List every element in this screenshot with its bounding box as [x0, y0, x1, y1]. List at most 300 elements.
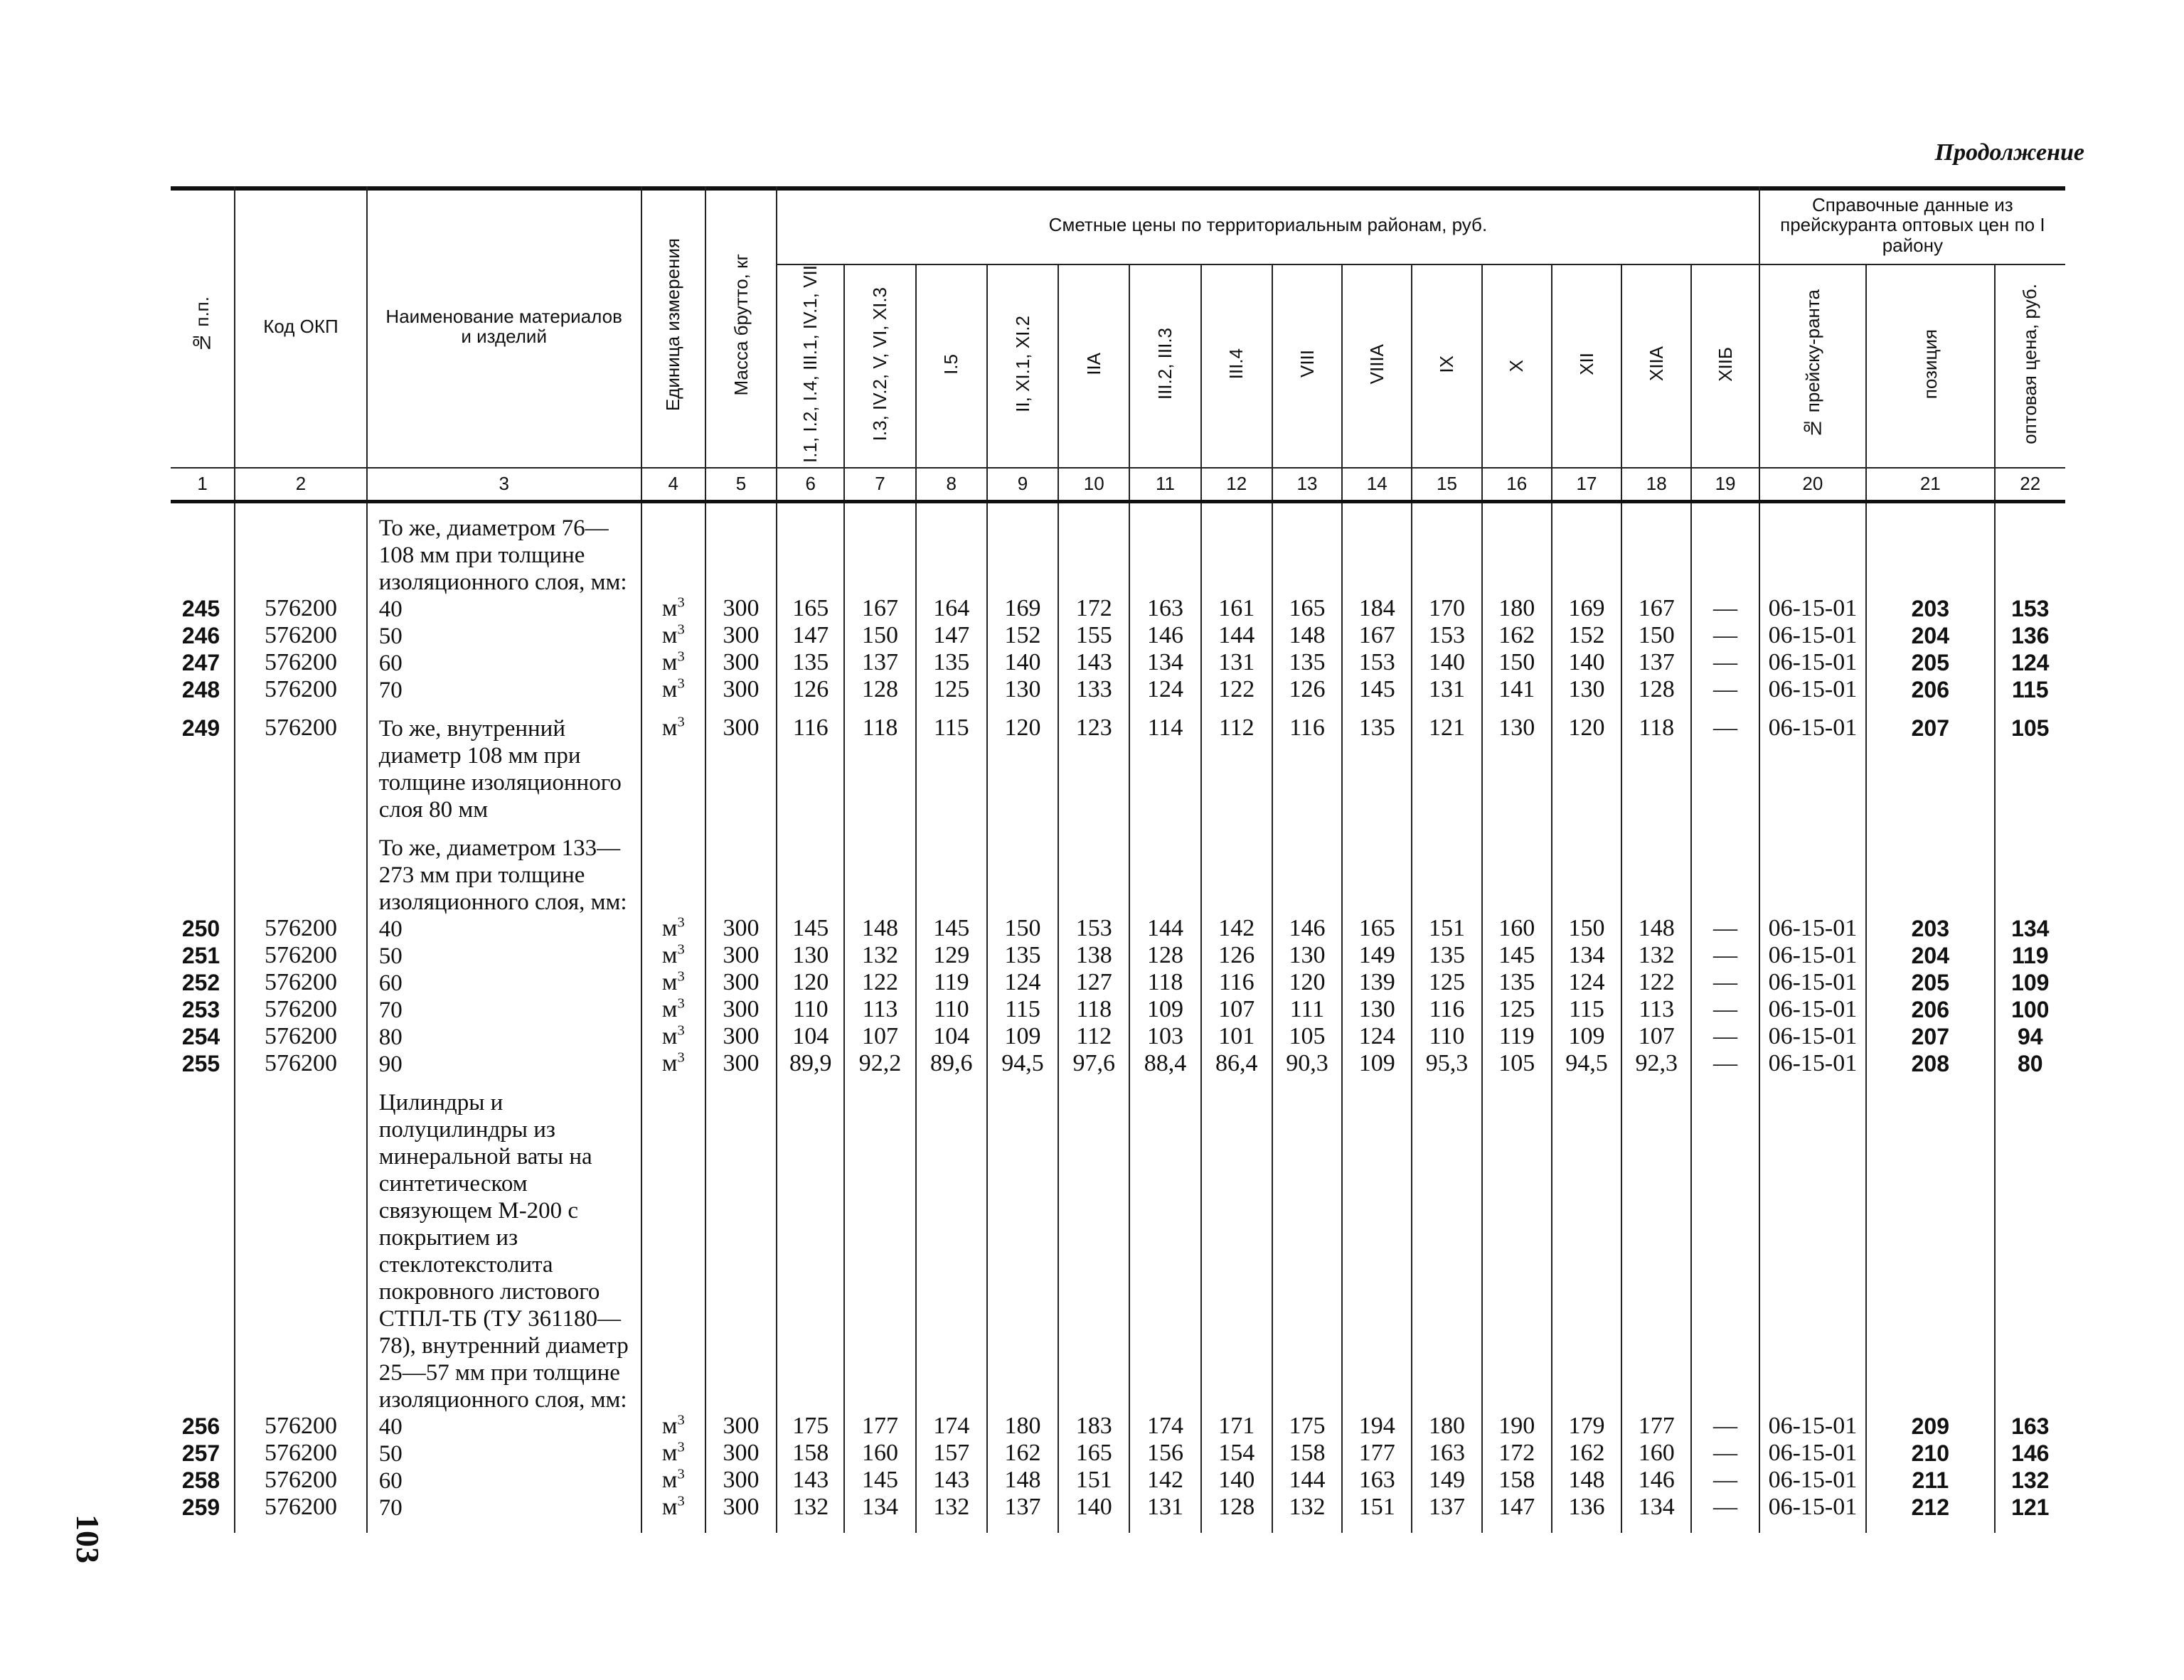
wholesale-price: 94 — [2017, 1023, 2043, 1049]
group-description-row — [171, 515, 2065, 596]
region-price: 133 — [1058, 677, 1129, 704]
item-name: 50 — [367, 943, 641, 970]
region-price: 120 — [1552, 715, 1621, 823]
wholesale-price: 163 — [2011, 1413, 2050, 1439]
empty-cell — [1866, 823, 1994, 835]
region-price: 165 — [1058, 1440, 1129, 1467]
region-price: 132 — [777, 1494, 844, 1521]
empty-cell — [1621, 704, 1691, 715]
region-price: 131 — [1129, 1494, 1200, 1521]
region-price: 131 — [1412, 677, 1481, 704]
gross-mass: 300 — [705, 1467, 777, 1494]
header-region: I.5 — [916, 264, 987, 468]
empty-cell — [1621, 1521, 1691, 1533]
column-number: 15 — [1412, 468, 1481, 502]
region-price: 148 — [987, 1467, 1058, 1494]
region-price: 141 — [1482, 677, 1552, 704]
region-price: 154 — [1201, 1440, 1272, 1467]
empty-cell — [235, 1078, 366, 1089]
empty-cell — [916, 704, 987, 715]
region-price: 151 — [1412, 916, 1481, 943]
column-number: 3 — [367, 468, 641, 502]
empty-cell — [1201, 823, 1272, 835]
region-price: — — [1691, 943, 1759, 970]
table-row — [171, 1440, 2065, 1467]
region-price: 143 — [777, 1467, 844, 1494]
price-list-number: 06-15-01 — [1759, 715, 1866, 823]
empty-cell — [1995, 1089, 2065, 1413]
empty-cell — [844, 835, 915, 916]
region-price: 137 — [1621, 650, 1691, 677]
region-price: 184 — [1342, 596, 1412, 623]
region-price: 140 — [987, 650, 1058, 677]
empty-cell — [641, 823, 705, 835]
price-list-number: 06-15-01 — [1759, 596, 1866, 623]
region-price: — — [1691, 970, 1759, 997]
empty-cell — [1129, 835, 1200, 916]
region-price: 165 — [777, 596, 844, 623]
region-price: — — [1691, 677, 1759, 704]
region-price: 105 — [1482, 1051, 1552, 1078]
region-price: 104 — [916, 1024, 987, 1051]
empty-cell — [171, 704, 235, 715]
column-number: 14 — [1342, 468, 1412, 502]
okp-code: 576200 — [235, 1024, 366, 1051]
unit-of-measure — [641, 596, 705, 623]
empty-cell — [1412, 835, 1481, 916]
empty-cell — [1272, 823, 1342, 835]
gross-mass: 300 — [705, 715, 777, 823]
empty-cell — [844, 1078, 915, 1089]
header-row-number: № п.п. — [171, 186, 235, 468]
row-number: 258 — [171, 1467, 235, 1494]
region-price: 137 — [1412, 1494, 1481, 1521]
region-price: 129 — [916, 943, 987, 970]
region-price: 116 — [1272, 715, 1342, 823]
row-number: 245 — [171, 596, 235, 623]
table-row — [171, 1413, 2065, 1440]
empty-cell — [641, 1078, 705, 1089]
group-description: То же, диаметром 76—108 мм при толщине изоляционного слоя, мм: — [367, 515, 641, 596]
region-price: 125 — [916, 677, 987, 704]
region-price: 148 — [844, 916, 915, 943]
region-price: 143 — [1058, 650, 1129, 677]
empty-cell — [171, 823, 235, 835]
gross-mass: 300 — [705, 596, 777, 623]
unit-exponent: 3 — [677, 1049, 685, 1066]
empty-cell — [1201, 704, 1272, 715]
region-price: 123 — [1058, 715, 1129, 823]
okp-code: 576200 — [235, 997, 366, 1024]
empty-cell — [1552, 1078, 1621, 1089]
region-price: — — [1691, 997, 1759, 1024]
empty-cell — [1201, 501, 1272, 515]
row-number: 257 — [171, 1440, 235, 1467]
header-region: IIА — [1058, 264, 1129, 468]
region-price: 169 — [1552, 596, 1621, 623]
table-body — [171, 501, 2065, 1533]
region-price: 137 — [987, 1494, 1058, 1521]
empty-cell — [641, 1521, 705, 1533]
region-price: 124 — [1129, 677, 1200, 704]
price-list-number: 06-15-01 — [1759, 1440, 1866, 1467]
region-price: 130 — [1342, 997, 1412, 1024]
wholesale-price: 146 — [2011, 1440, 2050, 1466]
empty-cell — [1342, 1089, 1412, 1413]
empty-cell — [1552, 823, 1621, 835]
region-price: 177 — [1621, 1413, 1691, 1440]
header-region: IX — [1412, 264, 1481, 468]
region-price: 139 — [1342, 970, 1412, 997]
unit-of-measure — [641, 1024, 705, 1051]
empty-cell — [777, 823, 844, 835]
region-price: 111 — [1272, 997, 1342, 1024]
position: 210 — [1866, 1440, 1994, 1467]
region-price: 145 — [1482, 943, 1552, 970]
empty-cell — [705, 515, 777, 596]
empty-cell — [1201, 1078, 1272, 1089]
column-number: 12 — [1201, 468, 1272, 502]
unit-of-measure — [641, 1467, 705, 1494]
gross-mass: 300 — [705, 623, 777, 650]
position: 206 — [1866, 997, 1994, 1024]
gross-mass: 300 — [705, 1413, 777, 1440]
item-name: 70 — [367, 677, 641, 704]
region-price: 132 — [1621, 943, 1691, 970]
empty-cell — [987, 1078, 1058, 1089]
empty-cell — [171, 501, 235, 515]
row-number: 252 — [171, 970, 235, 997]
region-price: 169 — [987, 596, 1058, 623]
table-row — [171, 943, 2065, 970]
region-price: 115 — [987, 997, 1058, 1024]
item-name: То же, внутренний диаметр 108 мм при толщине изоляционного слоя 80 мм — [367, 715, 641, 823]
unit-exponent: 3 — [677, 675, 685, 692]
region-price: 134 — [1129, 650, 1200, 677]
empty-cell — [1129, 704, 1200, 715]
region-price: 151 — [1342, 1494, 1412, 1521]
item-name: 40 — [367, 916, 641, 943]
unit-label: м — [661, 675, 678, 702]
price-list-number: 06-15-01 — [1759, 916, 1866, 943]
region-price: 175 — [1272, 1413, 1342, 1440]
region-price: 135 — [1482, 970, 1552, 997]
region-price: 130 — [987, 677, 1058, 704]
region-price: 134 — [844, 1494, 915, 1521]
empty-cell — [1621, 1078, 1691, 1089]
region-price: 167 — [1621, 596, 1691, 623]
region-price: 144 — [1129, 916, 1200, 943]
empty-cell — [1691, 835, 1759, 916]
empty-cell — [1412, 823, 1481, 835]
empty-cell — [987, 704, 1058, 715]
empty-cell — [1412, 704, 1481, 715]
group-description-row — [171, 1089, 2065, 1413]
price-list-number: 06-15-01 — [1759, 1051, 1866, 1078]
region-price: 118 — [1129, 970, 1200, 997]
empty-cell — [916, 835, 987, 916]
region-price: 119 — [1482, 1024, 1552, 1051]
empty-cell — [235, 835, 366, 916]
price-list-number: 06-15-01 — [1759, 943, 1866, 970]
region-price: 180 — [987, 1413, 1058, 1440]
position: 206 — [1866, 677, 1994, 704]
region-price: 135 — [1412, 943, 1481, 970]
wholesale-price: 100 — [2011, 996, 2050, 1022]
empty-cell — [1129, 515, 1200, 596]
region-price: — — [1691, 1494, 1759, 1521]
region-price: — — [1691, 1024, 1759, 1051]
empty-cell — [1621, 501, 1691, 515]
region-price: 180 — [1482, 596, 1552, 623]
region-price: 116 — [1201, 970, 1272, 997]
region-price: 122 — [1621, 970, 1691, 997]
region-price: 125 — [1482, 997, 1552, 1024]
price-list-number: 06-15-01 — [1759, 1467, 1866, 1494]
okp-code: 576200 — [235, 943, 366, 970]
header-region: VIIIА — [1342, 264, 1412, 468]
header-region: XIIА — [1621, 264, 1691, 468]
region-price: 144 — [1272, 1467, 1342, 1494]
empty-cell — [1552, 1089, 1621, 1413]
empty-cell — [777, 1078, 844, 1089]
price-table — [171, 186, 2065, 1533]
gross-mass: 300 — [705, 943, 777, 970]
empty-cell — [916, 1089, 987, 1413]
region-price: 146 — [1129, 623, 1200, 650]
empty-cell — [235, 1521, 366, 1533]
region-price: 177 — [1342, 1440, 1412, 1467]
row-number: 254 — [171, 1024, 235, 1051]
empty-cell — [1272, 515, 1342, 596]
region-price: 150 — [1482, 650, 1552, 677]
column-number: 1 — [171, 468, 235, 502]
empty-cell — [1058, 1089, 1129, 1413]
empty-cell — [987, 515, 1058, 596]
position: 207 — [1866, 1024, 1994, 1051]
region-price: 120 — [1272, 970, 1342, 997]
empty-cell — [705, 1521, 777, 1533]
unit-of-measure — [641, 1440, 705, 1467]
column-number: 6 — [777, 468, 844, 502]
empty-cell — [1621, 823, 1691, 835]
empty-cell — [1342, 823, 1412, 835]
region-price: 145 — [916, 916, 987, 943]
region-price: 134 — [1621, 1494, 1691, 1521]
region-price: 150 — [987, 916, 1058, 943]
region-price: 160 — [1621, 1440, 1691, 1467]
region-price: 112 — [1201, 715, 1272, 823]
empty-cell — [1995, 501, 2065, 515]
empty-cell — [1552, 1521, 1621, 1533]
header-item-name: Наименование материалов и изделий — [367, 186, 641, 468]
item-name: 60 — [367, 1467, 641, 1494]
region-price: 155 — [1058, 623, 1129, 650]
region-price: — — [1691, 623, 1759, 650]
region-price: 114 — [1129, 715, 1200, 823]
okp-code: 576200 — [235, 596, 366, 623]
empty-cell — [1866, 704, 1994, 715]
wholesale-price: 109 — [2011, 969, 2050, 995]
row-number: 251 — [171, 943, 235, 970]
region-price: 160 — [1482, 916, 1552, 943]
column-number: 16 — [1482, 468, 1552, 502]
region-price: 177 — [844, 1413, 915, 1440]
region-price: 172 — [1482, 1440, 1552, 1467]
empty-cell — [1272, 835, 1342, 916]
region-price: 179 — [1552, 1413, 1621, 1440]
column-number: 8 — [916, 468, 987, 502]
empty-cell — [1058, 515, 1129, 596]
unit-of-measure — [641, 1413, 705, 1440]
empty-cell — [1995, 835, 2065, 916]
region-price: 95,3 — [1412, 1051, 1481, 1078]
region-price: 90,3 — [1272, 1051, 1342, 1078]
region-price: 135 — [1272, 650, 1342, 677]
unit-label: м — [661, 1412, 678, 1439]
region-price: 118 — [1621, 715, 1691, 823]
empty-cell — [1058, 835, 1129, 916]
item-name: 40 — [367, 1413, 641, 1440]
empty-cell — [367, 501, 641, 515]
region-price: 132 — [1272, 1494, 1342, 1521]
empty-cell — [1201, 1521, 1272, 1533]
unit-exponent: 3 — [677, 1466, 685, 1482]
region-price: 143 — [916, 1467, 987, 1494]
unit-label: м — [661, 968, 678, 995]
region-price: 153 — [1342, 650, 1412, 677]
region-price: 124 — [1552, 970, 1621, 997]
unit-of-measure — [641, 970, 705, 997]
empty-cell — [1129, 1078, 1200, 1089]
region-price: 149 — [1342, 943, 1412, 970]
region-price: 92,3 — [1621, 1051, 1691, 1078]
empty-cell — [1201, 1089, 1272, 1413]
region-price: 120 — [777, 970, 844, 997]
column-number: 11 — [1129, 468, 1200, 502]
okp-code: 576200 — [235, 1413, 366, 1440]
region-price: — — [1691, 916, 1759, 943]
region-price: 147 — [1482, 1494, 1552, 1521]
header-unit: Единица измерения — [641, 186, 705, 468]
region-price: 140 — [1058, 1494, 1129, 1521]
row-number: 249 — [171, 715, 235, 823]
empty-cell — [171, 1078, 235, 1089]
wholesale-price: 119 — [2011, 942, 2049, 968]
header-region: VIII — [1272, 264, 1342, 468]
empty-cell — [1058, 501, 1129, 515]
region-price: 152 — [1552, 623, 1621, 650]
okp-code: 576200 — [235, 623, 366, 650]
region-price: 113 — [1621, 997, 1691, 1024]
empty-cell — [1342, 515, 1412, 596]
price-list-number: 06-15-01 — [1759, 1024, 1866, 1051]
empty-cell — [1691, 1089, 1759, 1413]
region-price: — — [1691, 596, 1759, 623]
table-row — [171, 715, 2065, 823]
empty-cell — [235, 1089, 366, 1413]
empty-cell — [916, 515, 987, 596]
region-price: 137 — [844, 650, 915, 677]
region-price: 110 — [916, 997, 987, 1024]
empty-cell — [1759, 1089, 1866, 1413]
empty-cell — [844, 515, 915, 596]
region-price: 162 — [1552, 1440, 1621, 1467]
gross-mass: 300 — [705, 970, 777, 997]
empty-cell — [235, 501, 366, 515]
region-price: 170 — [1412, 596, 1481, 623]
column-number: 18 — [1621, 468, 1691, 502]
header-okp-code: Код ОКП — [235, 186, 366, 468]
region-price: 163 — [1412, 1440, 1481, 1467]
region-price: 174 — [916, 1413, 987, 1440]
empty-cell — [367, 823, 641, 835]
unit-label: м — [661, 1466, 678, 1493]
empty-cell — [705, 1078, 777, 1089]
empty-cell — [705, 704, 777, 715]
empty-cell — [641, 515, 705, 596]
region-price: 148 — [1272, 623, 1342, 650]
empty-cell — [641, 835, 705, 916]
position: 211 — [1866, 1467, 1994, 1494]
item-name: 80 — [367, 1024, 641, 1051]
region-price: 105 — [1272, 1024, 1342, 1051]
region-price: 127 — [1058, 970, 1129, 997]
region-price: 165 — [1272, 596, 1342, 623]
position: 207 — [1866, 715, 1994, 823]
empty-cell — [987, 501, 1058, 515]
price-list-number: 06-15-01 — [1759, 970, 1866, 997]
empty-cell — [1621, 1089, 1691, 1413]
table-row — [171, 997, 2065, 1024]
okp-code: 576200 — [235, 1467, 366, 1494]
region-price: 125 — [1412, 970, 1481, 997]
item-name: 60 — [367, 970, 641, 997]
wholesale-price: 134 — [2011, 915, 2050, 941]
row-number: 250 — [171, 916, 235, 943]
row-number: 256 — [171, 1413, 235, 1440]
unit-exponent: 3 — [677, 968, 685, 985]
empty-cell — [705, 501, 777, 515]
region-price: 132 — [844, 943, 915, 970]
empty-cell — [1759, 823, 1866, 835]
empty-cell — [1058, 1078, 1129, 1089]
header-reference-group: Справочные данные из прейскуранта оптовых цен по I району — [1759, 186, 2065, 264]
empty-cell — [916, 823, 987, 835]
region-price: 146 — [1621, 1467, 1691, 1494]
region-price: 157 — [916, 1440, 987, 1467]
price-list-number: 06-15-01 — [1759, 677, 1866, 704]
region-price: 156 — [1129, 1440, 1200, 1467]
region-price: — — [1691, 715, 1759, 823]
price-list-number: 06-15-01 — [1759, 1413, 1866, 1440]
table-row — [171, 623, 2065, 650]
table-header — [171, 186, 2065, 501]
region-price: 122 — [1201, 677, 1272, 704]
empty-cell — [1272, 1078, 1342, 1089]
unit-of-measure — [641, 677, 705, 704]
empty-cell — [1759, 704, 1866, 715]
price-list-number: 06-15-01 — [1759, 650, 1866, 677]
unit-of-measure — [641, 650, 705, 677]
region-price: 135 — [987, 943, 1058, 970]
position: 204 — [1866, 943, 1994, 970]
price-list-number: 06-15-01 — [1759, 623, 1866, 650]
row-number: 248 — [171, 677, 235, 704]
unit-label: м — [661, 941, 678, 968]
unit-label: м — [661, 648, 678, 675]
region-price: 89,9 — [777, 1051, 844, 1078]
